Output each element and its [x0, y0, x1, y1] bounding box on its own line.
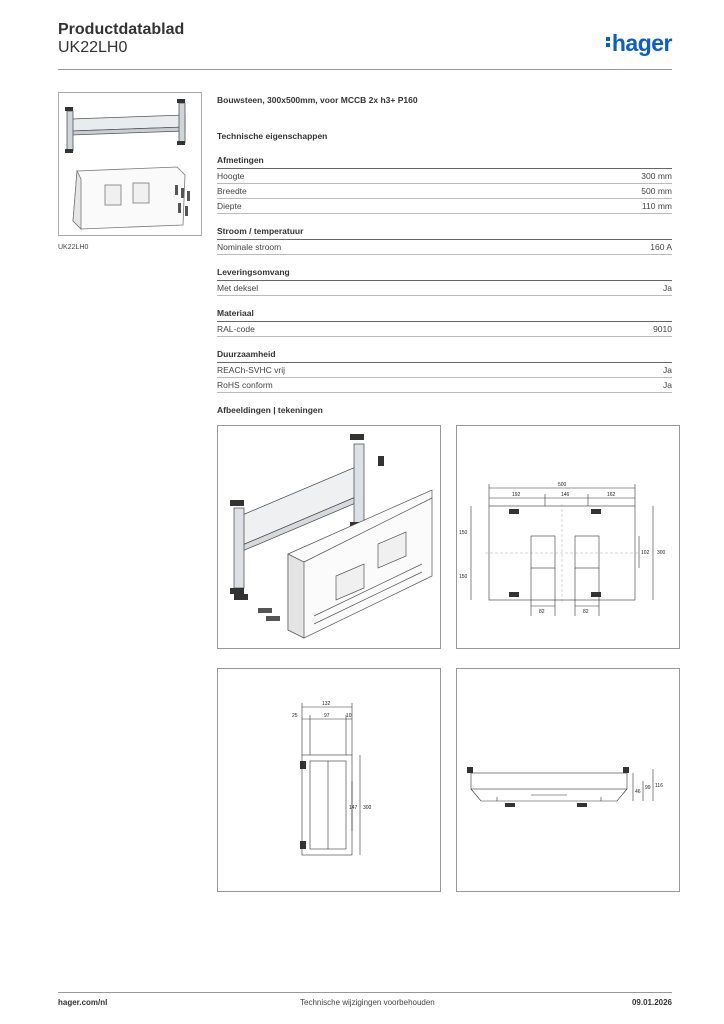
dim-147: 147 — [349, 805, 358, 811]
product-description: Bouwsteen, 300x500mm, voor MCCB 2x h3+ P160 — [217, 95, 418, 105]
dim-162: 162 — [607, 492, 616, 498]
dim-97: 97 — [324, 713, 330, 719]
section-material — [217, 308, 672, 337]
spec-value: 110 mm — [641, 201, 672, 211]
spec-label: RoHS conform — [217, 380, 273, 390]
page-title: Productdatablad — [58, 21, 185, 38]
spec-label: Met deksel — [217, 283, 259, 293]
dim-25: 25 — [292, 713, 298, 719]
footer-divider — [58, 992, 672, 993]
product-thumbnail — [58, 92, 202, 236]
logo-dots-icon — [606, 35, 611, 49]
dim-10: 10 — [346, 713, 352, 719]
spec-row — [217, 169, 672, 184]
dim-99: 99 — [645, 785, 651, 791]
section-sustainability — [217, 349, 672, 393]
dim-500: 500 — [558, 482, 567, 488]
dim-192: 192 — [512, 492, 521, 498]
spec-value: 9010 — [653, 324, 672, 334]
header-divider — [58, 69, 672, 70]
section-title: Duurzaamheid — [217, 349, 276, 359]
footer-date: 09.01.2026 — [631, 998, 672, 1007]
spec-row — [217, 184, 672, 199]
section-title: Stroom / temperatuur — [217, 226, 304, 236]
dim-150-top: 150 — [459, 530, 468, 536]
spec-row — [217, 378, 672, 393]
spec-row — [217, 199, 672, 214]
dim-146: 146 — [561, 492, 570, 498]
images-title: Afbeeldingen | tekeningen — [217, 405, 323, 415]
dim-132: 132 — [322, 701, 331, 707]
exploded-view-image — [217, 425, 441, 649]
thumbnail-caption: UK22LH0 — [58, 244, 89, 251]
dim-116: 116 — [655, 783, 663, 789]
dim-300: 300 — [363, 805, 372, 811]
spec-value: Ja — [663, 365, 672, 375]
footer-note: Technische wijzigingen voorbehouden — [300, 998, 435, 1007]
section-title: Materiaal — [217, 308, 254, 318]
spec-label: Breedte — [217, 186, 247, 196]
top-view-drawing — [456, 668, 680, 892]
spec-row — [217, 240, 672, 255]
section-title: Leveringsomvang — [217, 267, 290, 277]
properties-title: Technische eigenschappen — [217, 131, 328, 141]
section-dimensions — [217, 155, 672, 214]
spec-value: 160 A — [650, 242, 672, 252]
brand-logo — [606, 30, 672, 57]
spec-value: 500 mm — [641, 186, 672, 196]
spec-label: Nominale stroom — [217, 242, 282, 252]
spec-row — [217, 363, 672, 378]
dim-150-bottom: 150 — [459, 574, 468, 580]
spec-row — [217, 281, 672, 296]
section-delivery — [217, 267, 672, 296]
front-view-drawing — [456, 425, 680, 649]
spec-label: Diepte — [217, 201, 242, 211]
section-title: Afmetingen — [217, 155, 264, 165]
dim-46: 46 — [635, 789, 641, 795]
spec-table — [217, 95, 672, 393]
spec-label: Hoogte — [217, 171, 245, 181]
spec-value: Ja — [663, 380, 672, 390]
dim-102: 102 — [641, 550, 650, 556]
spec-value: Ja — [663, 283, 672, 293]
dim-300: 300 — [657, 550, 666, 556]
brand-name: hager — [611, 30, 672, 56]
spec-value: 300 mm — [641, 171, 672, 181]
spec-row — [217, 322, 672, 337]
section-current — [217, 226, 672, 255]
spec-label: REACh-SVHC vrij — [217, 365, 286, 375]
spec-label: RAL-code — [217, 324, 255, 334]
product-code: UK22LH0 — [58, 39, 128, 56]
dim-82-left: 82 — [539, 609, 545, 615]
footer-website: hager.com/nl — [58, 998, 108, 1007]
dim-82-right: 82 — [583, 609, 589, 615]
side-view-drawing — [217, 668, 441, 892]
